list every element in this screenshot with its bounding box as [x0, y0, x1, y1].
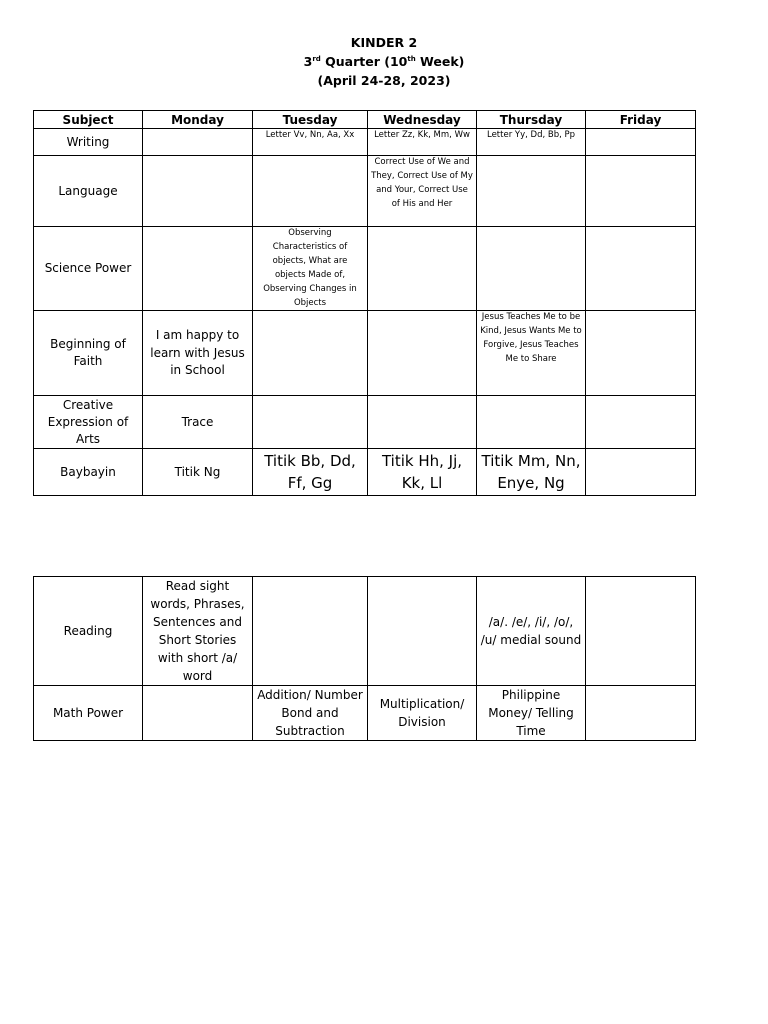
- schedule-cell-thursday: Jesus Teaches Me to be Kind, Jesus Wants Me to Forgive, Jesus Teaches Me to Share: [477, 311, 586, 396]
- schedule-cell-friday: [586, 577, 696, 686]
- subject-cell: Baybayin: [34, 449, 143, 496]
- column-header-thursday: Thursday: [477, 111, 586, 129]
- schedule-cell-monday: [143, 686, 253, 741]
- column-header-friday: Friday: [586, 111, 696, 129]
- schedule-cell-tuesday: [253, 156, 368, 227]
- document-header: [0, 33, 768, 90]
- schedule-cell-thursday: [477, 227, 586, 311]
- column-header-tuesday: Tuesday: [253, 111, 368, 129]
- schedule-cell-wednesday: [368, 311, 477, 396]
- table-row-beginning-of-faith: [34, 311, 696, 396]
- schedule-cell-thursday: [477, 156, 586, 227]
- schedule-cell-monday: Titik Ng: [143, 449, 253, 496]
- schedule-cell-monday: I am happy to learn with Jesus in School: [143, 311, 253, 396]
- class-title: KINDER 2: [350, 35, 418, 50]
- column-header-subject: Subject: [34, 111, 143, 129]
- table-header-row: [34, 111, 696, 129]
- schedule-cell-friday: [586, 129, 696, 156]
- subject-cell: Science Power: [34, 227, 143, 311]
- schedule-cell-monday: [143, 156, 253, 227]
- schedule-cell-wednesday: Multiplication/ Division: [368, 686, 477, 741]
- schedule-cell-tuesday: [253, 577, 368, 686]
- schedule-cell-thursday: Titik Mm, Nn, Enye, Ng: [477, 449, 586, 496]
- schedule-cell-friday: [586, 449, 696, 496]
- table-row-baybayin: [34, 449, 696, 496]
- table-row-language: [34, 156, 696, 227]
- schedule-cell-wednesday: [368, 577, 477, 686]
- schedule-cell-wednesday: Titik Hh, Jj, Kk, Ll: [368, 449, 477, 496]
- column-header-monday: Monday: [143, 111, 253, 129]
- schedule-cell-tuesday: Titik Bb, Dd, Ff, Gg: [253, 449, 368, 496]
- date-range: (April 24-28, 2023): [317, 73, 451, 88]
- subject-cell: Language: [34, 156, 143, 227]
- schedule-cell-wednesday: Correct Use of We and They, Correct Use of My and Your, Correct Use of His and Her: [368, 156, 477, 227]
- subject-cell: Reading: [34, 577, 143, 686]
- schedule-cell-tuesday: Letter Vv, Nn, Aa, Xx: [253, 129, 368, 156]
- schedule-cell-thursday: Philippine Money/ Telling Time: [477, 686, 586, 741]
- schedule-cell-wednesday: Letter Zz, Kk, Mm, Ww: [368, 129, 477, 156]
- schedule-cell-friday: [586, 227, 696, 311]
- schedule-cell-friday: [586, 396, 696, 449]
- table-row-creative-expression: [34, 396, 696, 449]
- column-header-wednesday: Wednesday: [368, 111, 477, 129]
- schedule-cell-friday: [586, 686, 696, 741]
- schedule-cell-thursday: Letter Yy, Dd, Bb, Pp: [477, 129, 586, 156]
- subject-cell: Creative Expression of Arts: [34, 396, 143, 449]
- weekly-schedule-table-continued: [33, 576, 696, 741]
- table-row-math-power: [34, 686, 696, 741]
- table-row-reading: [34, 577, 696, 686]
- table-row-science-power: [34, 227, 696, 311]
- schedule-cell-friday: [586, 156, 696, 227]
- subject-cell: Writing: [34, 129, 143, 156]
- schedule-cell-thursday: /a/. /e/, /i/, /o/, /u/ medial sound: [477, 577, 586, 686]
- schedule-cell-monday: Read sight words, Phrases, Sentences and Short Stories with short /a/ word: [143, 577, 253, 686]
- schedule-cell-monday: [143, 227, 253, 311]
- schedule-cell-tuesday: [253, 311, 368, 396]
- subject-cell: Beginning of Faith: [34, 311, 143, 396]
- schedule-cell-monday: [143, 129, 253, 156]
- schedule-cell-tuesday: Observing Characteristics of objects, What are objects Made of, Observing Changes in Objects: [253, 227, 368, 311]
- schedule-cell-tuesday: Addition/ Number Bond and Subtraction: [253, 686, 368, 741]
- schedule-cell-thursday: [477, 396, 586, 449]
- schedule-cell-wednesday: [368, 227, 477, 311]
- subject-cell: Math Power: [34, 686, 143, 741]
- table-row-writing: [34, 129, 696, 156]
- quarter-week-title: 3rd Quarter (10th Week): [303, 54, 465, 69]
- schedule-cell-friday: [586, 311, 696, 396]
- schedule-cell-tuesday: [253, 396, 368, 449]
- weekly-schedule-table: [33, 110, 696, 496]
- schedule-cell-wednesday: [368, 396, 477, 449]
- schedule-cell-monday: Trace: [143, 396, 253, 449]
